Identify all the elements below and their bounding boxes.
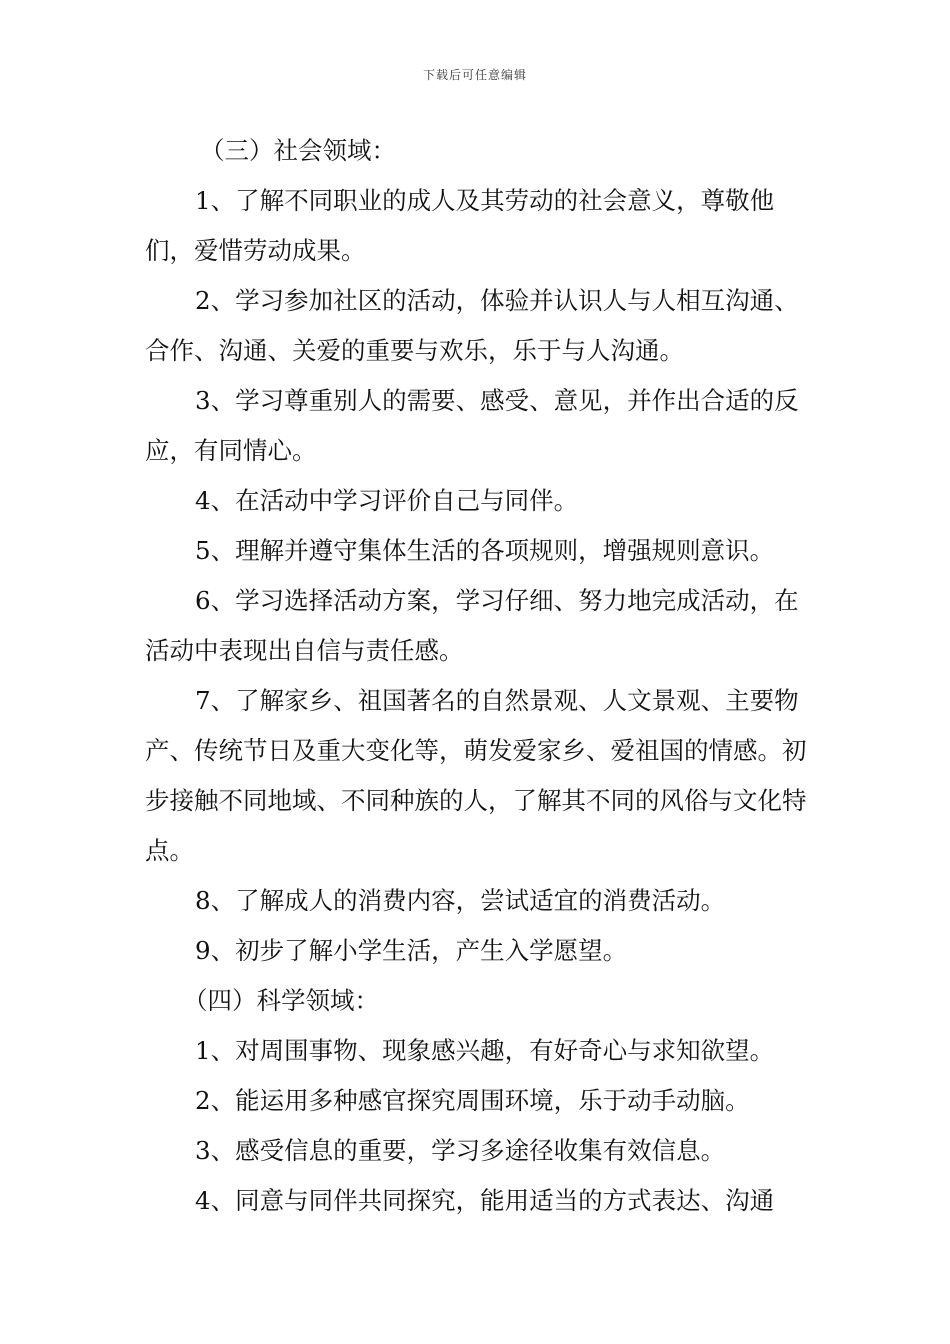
paragraph-item: 4、同意与同伴共同探究，能用适当的方式表达、沟通 <box>195 1186 775 1215</box>
paragraph-item: 1、了解不同职业的成人及其劳动的社会意义，尊敬他们，爱惜劳动成果。 <box>145 186 775 265</box>
section-heading-social: （三）社会领域： <box>200 136 396 165</box>
paragraph-item: 4、在活动中学习评价自己与同伴。 <box>195 486 579 515</box>
paragraph-item: 5、理解并遵守集体生活的各项规则，增强规则意识。 <box>195 536 775 565</box>
paragraph-item: 7、了解家乡、祖国著名的自然景观、人文景观、主要物产、传统节日及重大变化等，萌发爱家乡、爱祖国的情感。初步接触不同地域、不同种族的人，了解其不同的风俗与文化特点。 <box>145 686 807 865</box>
section-heading-science: （四）科学领域： <box>183 986 379 1015</box>
paragraph-item: 3、感受信息的重要，学习多途径收集有效信息。 <box>195 1136 726 1165</box>
paragraph-item: 2、学习参加社区的活动，体验并认识人与人相互沟通、合作、沟通、关爱的重要与欢乐，乐于与人沟通。 <box>145 286 799 365</box>
paragraph-item: 2、能运用多种感官探究周围环境，乐于动手动脑。 <box>195 1086 750 1115</box>
paragraph-item: 8、了解成人的消费内容，尝试适宜的消费活动。 <box>195 886 726 915</box>
paragraph-item: 3、学习尊重别人的需要、感受、意见，并作出合适的反应，有同情心。 <box>145 386 799 465</box>
paragraph-item: 1、对周围事物、现象感兴趣，有好奇心与求知欲望。 <box>195 1036 775 1065</box>
header-note: 下载后可任意编辑 <box>422 68 527 82</box>
paragraph-item: 6、学习选择活动方案，学习仔细、努力地完成活动，在活动中表现出自信与责任感。 <box>145 586 799 665</box>
paragraph-item: 9、初步了解小学生活，产生入学愿望。 <box>195 936 628 965</box>
document-body <box>145 126 810 1226</box>
